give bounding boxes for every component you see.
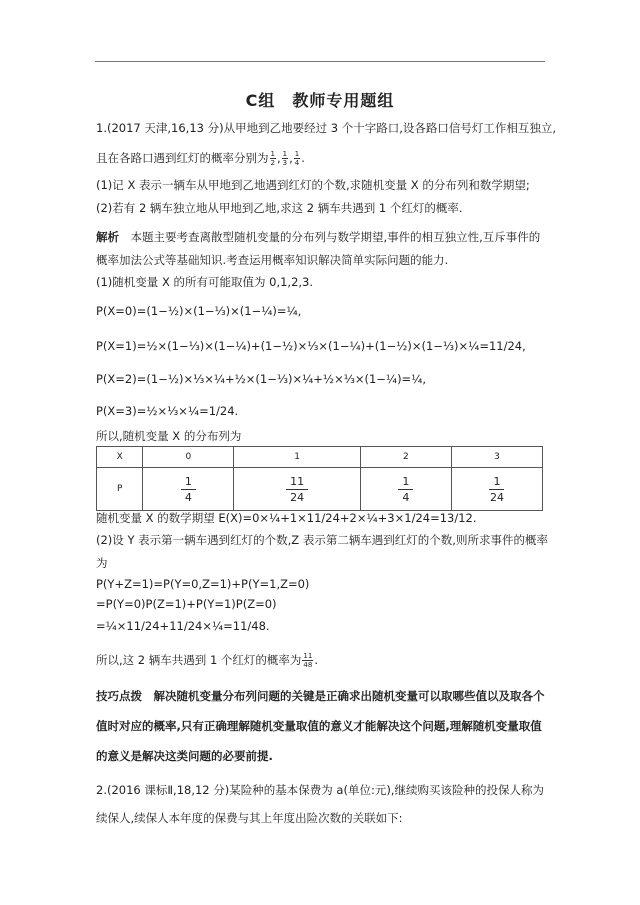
table-row [97, 468, 543, 511]
solution-label: 解析 [96, 230, 119, 244]
px2-equation: P(X=2)=(1−½)×⅓×¼+½×(1−⅓)×¼+½×⅓×(1−¼)=¼, [96, 372, 426, 386]
table-row-label: P [97, 468, 143, 511]
table-header-cell: 2 [360, 447, 451, 468]
expectation-equation: 随机变量 X 的数学期望 E(X)=0×¼+1×11/24+2×¼+3×1/24=13/12. [96, 511, 477, 525]
section-title: C组 教师专用题组 [245, 91, 395, 110]
solution-intro-line1: 解析 本题主要考查离散型随机变量的分布列与数学期望,事件的相互独立性,互斥事件的 [96, 230, 541, 244]
py-equation-1: P(Y+Z=1)=P(Y=0,Z=1)+P(Y=1,Z=0) [96, 577, 310, 591]
prob-fraction-2: $\frac{1}{3}$ [282, 150, 288, 167]
table-cell: $\frac{1}{4}$ [360, 468, 451, 511]
distribution-intro: 所以,随机变量 X 的分布列为 [96, 429, 242, 443]
tip-line2: 值时对应的概率,只有正确理解随机变量取值的意义才能解决这个问题,理解随机变量取值 [96, 719, 542, 733]
prob-fraction-3: $\frac{1}{4}$ [294, 150, 300, 167]
q2-stem-line2: 续保人,续保人本年度的保费与其上年度出险次数的关联如下: [96, 811, 403, 825]
tip-line3: 的意义是解决这类问题的必要前提. [96, 749, 273, 763]
table-row [97, 447, 543, 468]
table-header-cell: X [97, 447, 143, 468]
tip-line1: 技巧点拨 解决随机变量分布列问题的关键是正确求出随机变量可以取哪些值以及取各个 [96, 689, 545, 703]
py-equation-2: =P(Y=0)P(Z=1)+P(Y=1)P(Z=0) [96, 597, 277, 611]
table-header-cell: 1 [234, 447, 360, 468]
table-cell: $\frac{1}{4}$ [143, 468, 234, 511]
table-header-cell: 0 [143, 447, 234, 468]
solution-step1: (1)随机变量 X 的所有可能取值为 0,1,2,3. [96, 275, 314, 289]
solution-step2-line1: (2)设 Y 表示第一辆车遇到红灯的个数,Z 表示第二辆车遇到红灯的个数,则所求事件的概率 [96, 533, 548, 547]
top-rule [95, 61, 545, 62]
conclusion: 所以,这 2 辆车共遇到 1 个红灯的概率为 $\frac{11}{48}$ . [96, 652, 318, 669]
q1-stem-line2: 且在各路口遇到红灯的概率分别为 $\frac{1}{2}$ , $\frac{1}{3}$ , $\frac{1}{4}$ . [96, 150, 305, 167]
px3-equation: P(X=3)=½×⅓×¼=1/24. [96, 404, 239, 418]
tip-label: 技巧点拨 [96, 689, 142, 703]
table-cell: $\frac{11}{24}$ [234, 468, 360, 511]
px1-equation: P(X=1)=½×(1−⅓)×(1−¼)+(1−½)×⅓×(1−¼)+(1−½)×(1−⅓)×¼=11/24, [96, 339, 526, 353]
table-header-cell: 3 [451, 447, 542, 468]
px0-equation: P(X=0)=(1−½)×(1−⅓)×(1−¼)=¼, [96, 304, 302, 318]
py-equation-3: =¼×11/24+11/24×¼=11/48. [96, 619, 270, 633]
conclusion-fraction: $\frac{11}{48}$ [303, 652, 313, 669]
solution-intro-line2: 概率加法公式等基础知识.考查运用概率知识解决简单实际问题的能力. [96, 253, 449, 267]
q1-part2: (2)若有 2 辆车独立地从甲地到乙地,求这 2 辆车共遇到 1 个红灯的概率. [96, 201, 463, 215]
q1-stem-prefix: 且在各路口遇到红灯的概率分别为 [96, 151, 269, 165]
distribution-table [96, 446, 543, 511]
q2-stem-line1: 2.(2016 课标Ⅱ,18,12 分)某险种的基本保费为 a(单位:元),继续购买该险种的投保人称为 [96, 783, 544, 797]
solution-step2-line2: 为 [96, 556, 108, 570]
table-cell: $\frac{1}{24}$ [451, 468, 542, 511]
prob-fraction-1: $\frac{1}{2}$ [270, 150, 275, 167]
q1-part1: (1)记 X 表示一辆车从甲地到乙地遇到红灯的个数,求随机变量 X 的分布列和数学期望; [96, 178, 530, 192]
q1-stem-line1: 1.(2017 天津,16,13 分)从甲地到乙地要经过 3 个十字路口,设各路口信号灯工作相互独立, [96, 121, 557, 135]
